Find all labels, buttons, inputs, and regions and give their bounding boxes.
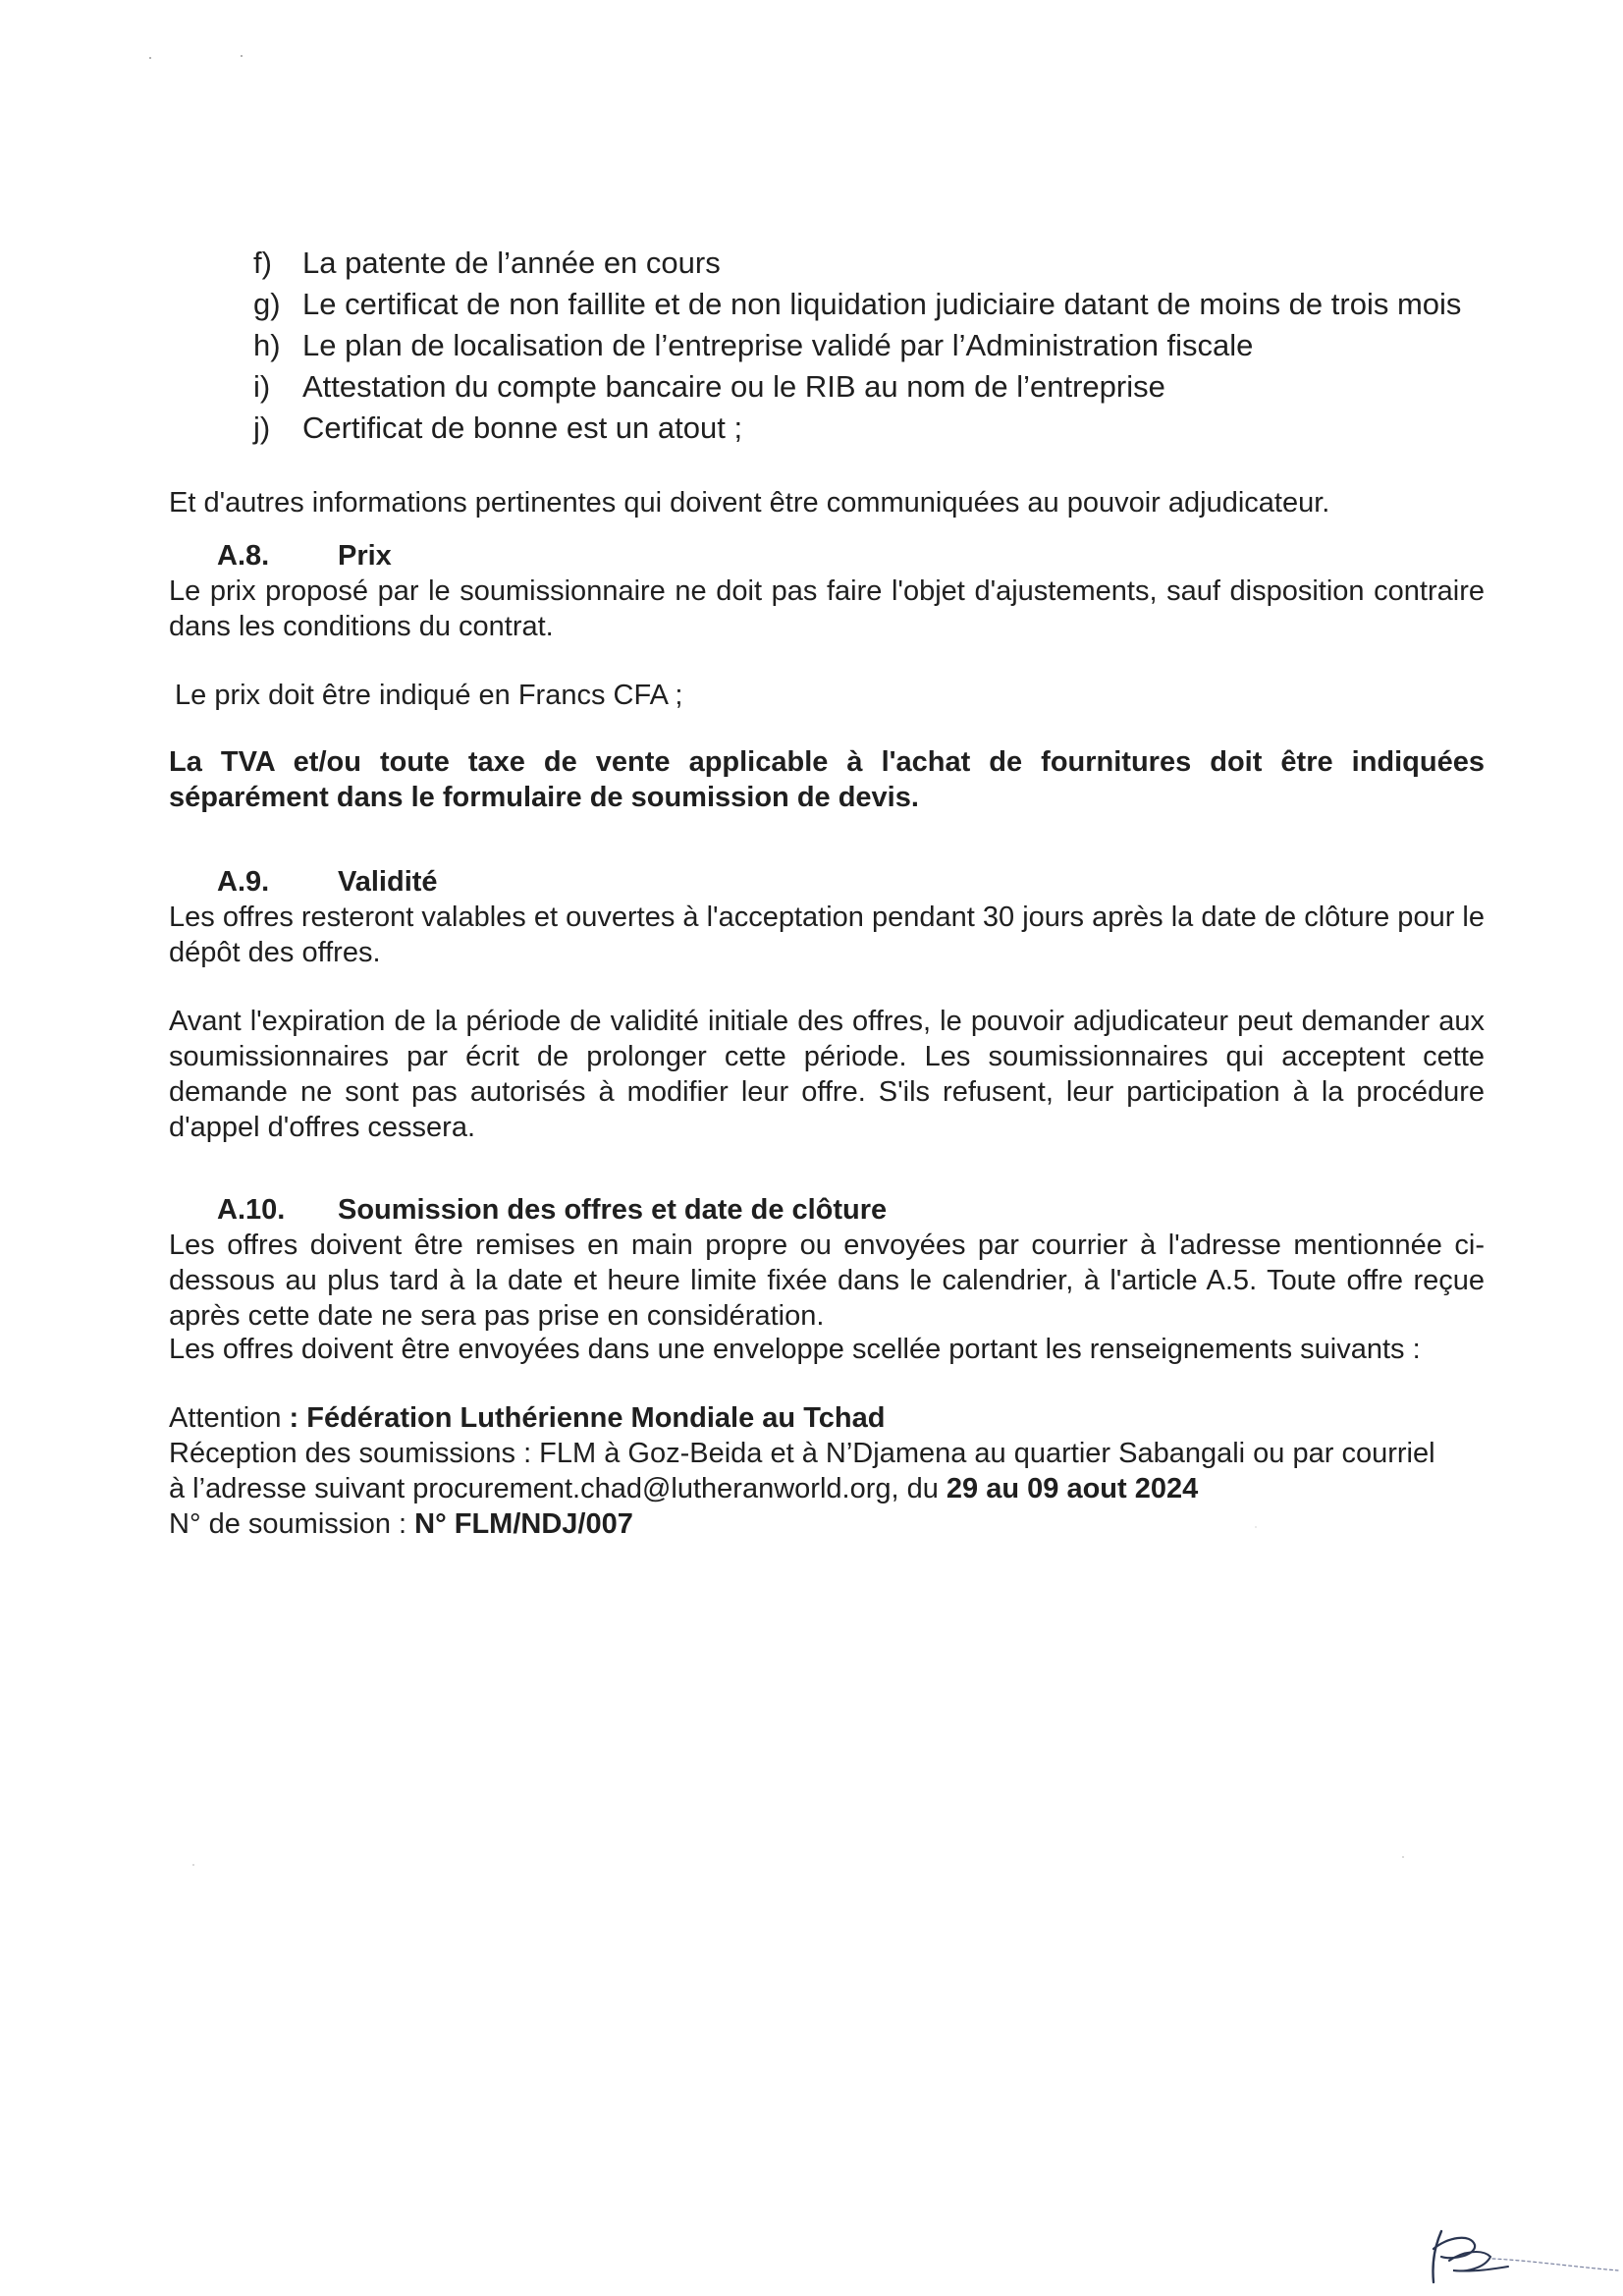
- section-title: Validité: [338, 866, 438, 898]
- soumission-paragraph-1: Les offres doivent être remises en main propre ou envoyées par courrier à l'adresse mentionnée ci-dessous au plus tard à la date et heure limite fixée dans le calendrier, à l'article A.5. Toute offre reçue après cette date ne sera pas prise en considération.: [169, 1230, 1485, 1332]
- list-item-label: j): [253, 410, 271, 445]
- section-number: A.9.: [217, 866, 270, 898]
- prix-paragraph-tva: La TVA et/ou toute taxe de vente applicable à l'achat de fournitures doit être indiquées séparément dans le formulaire de soumission de devis.: [169, 746, 1485, 813]
- signature-initials: [1414, 2227, 1620, 2286]
- list-item-text: Certificat de bonne est un atout ;: [302, 410, 743, 445]
- list-item: [253, 244, 721, 283]
- scan-speck: [192, 1864, 194, 1866]
- attention-label: Attention: [169, 1402, 290, 1434]
- list-item-text: Le certificat de non faillite et de non liquidation judiciaire datant de moins de trois mois: [302, 287, 1462, 321]
- section-number: A.8.: [217, 540, 270, 572]
- submission-value: N° FLM/NDJ/007: [414, 1508, 633, 1540]
- section-number: A.10.: [217, 1194, 286, 1226]
- scan-speck: [149, 57, 151, 59]
- prix-paragraph-1: Le prix proposé par le soumissionnaire ne doit pas faire l'objet d'ajustements, sauf disposition contraire dans les conditions du contrat.: [169, 575, 1485, 642]
- attention-line: [169, 1400, 1485, 1436]
- list-item: [253, 326, 1253, 365]
- validite-paragraph-1: Les offres resteront valables et ouvertes à l'acceptation pendant 30 jours après la date de clôture pour le dépôt des offres.: [169, 902, 1485, 968]
- section-heading-a10: [217, 1192, 887, 1228]
- section-heading-a9: [217, 864, 438, 900]
- soumission-paragraph-2: Les offres doivent être envoyées dans une enveloppe scellée portant les renseignements suivants :: [169, 1334, 1421, 1365]
- list-item-label: g): [253, 287, 281, 321]
- section-heading-a8: [217, 538, 392, 574]
- submission-number-line: [169, 1506, 1485, 1542]
- list-item: [253, 367, 1165, 407]
- attention-value: : Fédération Luthérienne Mondiale au Tchad: [289, 1402, 886, 1434]
- list-item-text: Attestation du compte bancaire ou le RIB au nom de l’entreprise: [302, 369, 1165, 404]
- list-item-text: La patente de l’année en cours: [302, 246, 721, 280]
- list-item-label: i): [253, 369, 271, 404]
- submission-label: N° de soumission :: [169, 1508, 415, 1540]
- scan-speck: [241, 55, 243, 57]
- list-item: [253, 285, 1461, 324]
- reception-paragraph: [169, 1436, 1445, 1506]
- section-title: Prix: [338, 540, 392, 572]
- scan-speck: [1255, 1526, 1257, 1528]
- section-title: Soumission des offres et date de clôture: [338, 1194, 888, 1226]
- list-item-label: f): [253, 246, 272, 280]
- list-item-text: Le plan de localisation de l’entreprise validé par l’Administration fiscale: [302, 328, 1254, 362]
- list-item-label: h): [253, 328, 281, 362]
- scan-speck: [1402, 1856, 1404, 1858]
- list-item: [253, 409, 742, 448]
- validite-paragraph-2: Avant l'expiration de la période de validité initiale des offres, le pouvoir adjudicateur peut demander aux soumissionnaires par écrit de prolonger cette période. Les soumissionnaires qui acceptent cette demande ne sont pas autorisés à modifier leur offre. S'ils refusent, leur participation à la procédure d'appel d'offres cessera.: [169, 1006, 1485, 1143]
- prix-paragraph-2: Le prix doit être indiqué en Francs CFA ;: [175, 680, 683, 711]
- intro-paragraph: Et d'autres informations pertinentes qui doivent être communiquées au pouvoir adjudicateur.: [169, 487, 1330, 519]
- reception-text: Réception des soumissions : FLM à Goz-Beida et à N’Djamena au quartier Sabangali ou par courriel à l’adresse suivant procurement.chad@lutheranworld.org, du: [169, 1438, 1435, 1504]
- reception-dates: 29 au 09 aout 2024: [946, 1473, 1199, 1504]
